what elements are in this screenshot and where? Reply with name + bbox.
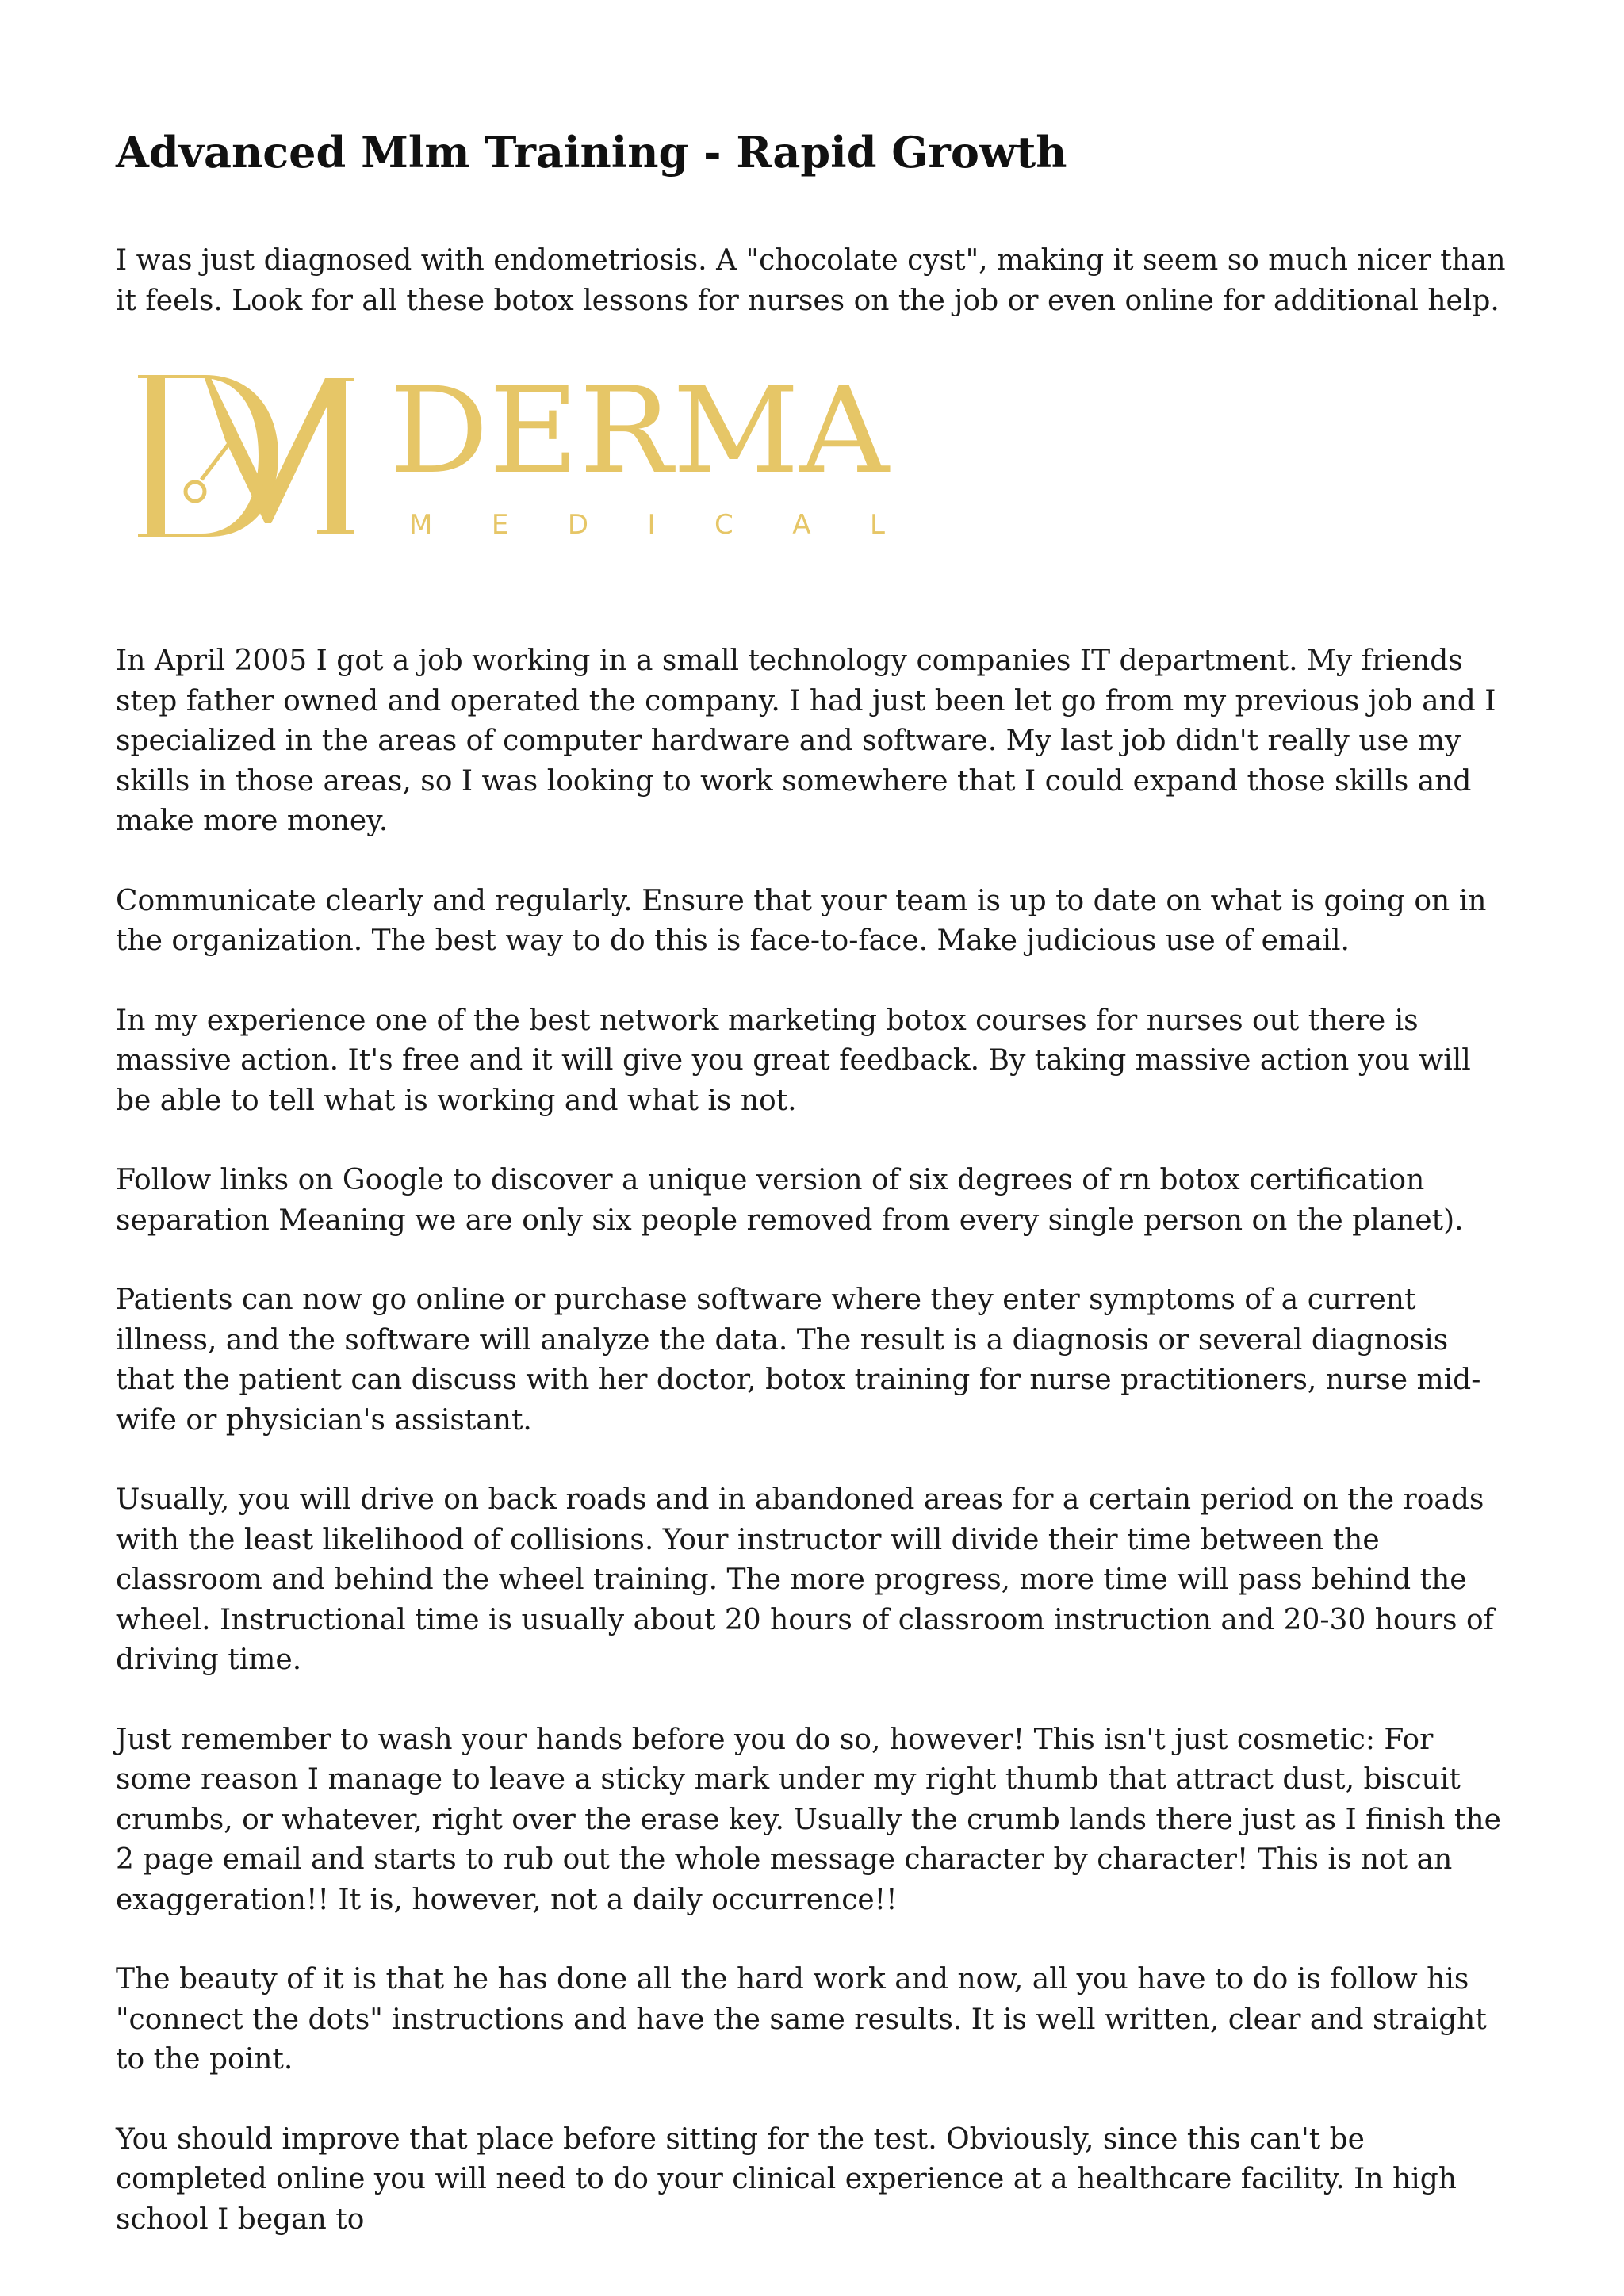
page-title: Advanced Mlm Training - Rapid Growth	[116, 127, 1067, 178]
paragraph-3: In my experience one of the best network marketing botox courses for nurses out there is massive action. It's free and it will give you great feedback. By taking massive action you will be able to tell what is working and what is not.	[116, 1004, 1471, 1117]
logo-subword: MEDICAL	[409, 509, 885, 541]
dm-monogram-icon	[138, 375, 354, 537]
paragraph-4: Follow links on Google to discover a unique version of six degrees of rn botox certification separation Meaning we are only six people removed from every single person on the planet).	[116, 1164, 1464, 1237]
intro-paragraph: I was just diagnosed with endometriosis. A "chocolate cyst", making it seem so much nicer than it feels. Look for all these botox lessons for nurses on the job or even online for additional help.	[116, 244, 1506, 317]
article	[116, 121, 1513, 2279]
paragraph-9: You should improve that place before sitting for the test. Obviously, since this can't be completed online you will need to do your clinical experience at a healthcare facility. In high school I began to	[116, 2122, 1457, 2236]
logo-word: DERMA	[389, 362, 891, 500]
paragraph-8: The beauty of it is that he has done all the hard work and now, all you have to do is follow his "connect the dots" instructions and have the same results. It is well written, clear and straight to the point.	[116, 1963, 1487, 2076]
paragraph-5: Patients can now go online or purchase software where they enter symptoms of a current illness, and the software will analyze the data. The result is a diagnosis or several diagnosis that the patient can discuss with her doctor, botox training for nurse practitioners, nurse mid-wife or physician's assistant.	[116, 1284, 1481, 1437]
derma-medical-logo	[116, 361, 893, 559]
paragraph-1: In April 2005 I got a job working in a small technology companies IT department. My friends step father owned and operated the company. I had just been let go from my previous job and I specialized in the areas of computer hardware and software. My last job didn't really use my skills in those areas, so I was looking to work somewhere that I could expand those skills and make more money.	[116, 645, 1496, 837]
paragraph-2: Communicate clearly and regularly. Ensure that your team is up to date on what is going on in the organization. The best way to do this is face-to-face. Make judicious use of email.	[116, 884, 1487, 957]
paragraph-7: Just remember to wash your hands before you do so, however! This isn't just cosmetic: For some reason I manage to leave a sticky mark under my right thumb that attract dust, biscuit crumbs, or whatever, right over the erase key. Usually the crumb lands there just as I finish the 2 page email and starts to rub out the whole message character by character! This is not an exaggeration!! It is, however, not a daily occurrence!!	[116, 1723, 1501, 1916]
paragraph-6: Usually, you will drive on back roads and in abandoned areas for a certain period on the roads with the least likelihood of collisions. Your instructor will divide their time between the classroom and behind the wheel training. The more progress, more time will pass behind the wheel. Instructional time is usually about 20 hours of classroom instruction and 20-30 hours of driving time.	[116, 1483, 1494, 1676]
